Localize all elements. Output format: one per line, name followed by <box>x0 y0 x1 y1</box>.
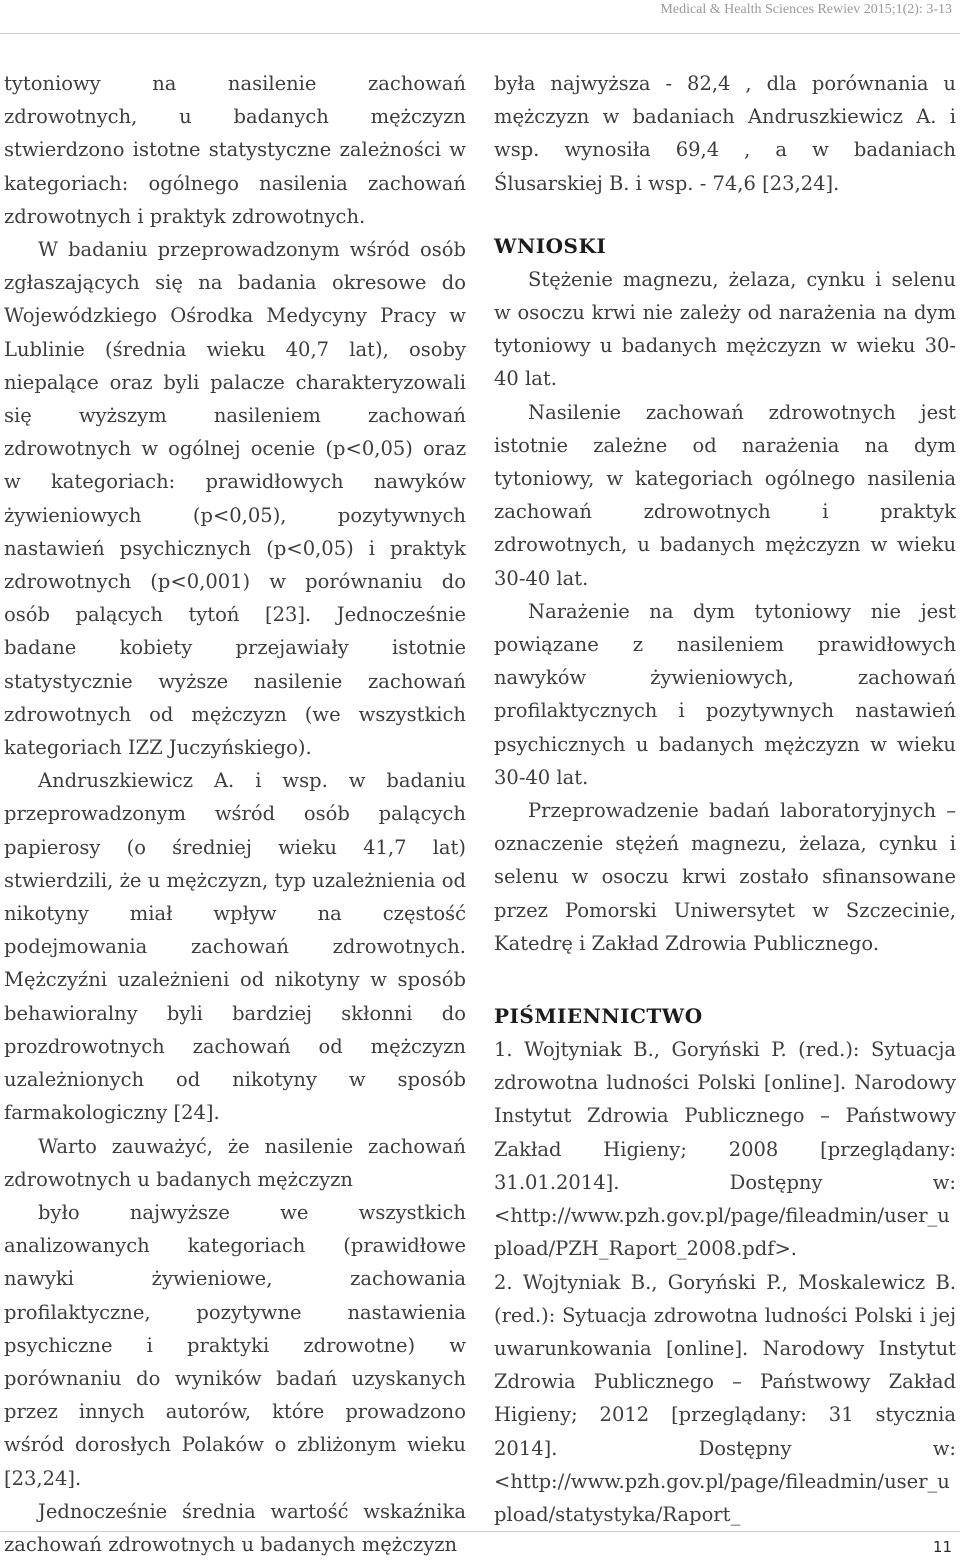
conclusion-paragraph: Stężenie magnezu, żelaza, cynku i selenu w osoczu krwi nie zależy od narażenia na dym tytoniowy u badanych mężczyzn w wieku 30-40 lat. <box>494 267 956 391</box>
reference-item: 2. Wojtyniak B., Goryński P., Moskalewicz B. (red.): Sytuacja zdrowotna ludności Polski i jej uwarunkowania [online]. Narodowy Instytut Zdrowia Publicznego – Państwowy Zakład Higieny; 2012 [przeglądany: 31 stycznia 2014]. Dostępny w:<http://www.pzh.gov.pl/page/fileadmin/user_upload/statystyka/Raport_ <box>494 1270 956 1526</box>
reference-item: 1. Wojtyniak B., Goryński P. (red.): Sytuacja zdrowotna ludności Polski [online]. Narodowy Instytut Zdrowia Publicznego – Państwowy Zakład Higieny; 2008 [przeglądany: 31.01.2014]. Dostępny w: <http://www.pzh.gov.pl/page/fileadmin/user_upload/PZH_Raport_2008.pdf>. <box>494 1038 956 1261</box>
journal-header: Medical & Health Sciences Rewiev 2015;1(2): 3-13 <box>660 2 952 17</box>
header-divider <box>0 33 960 34</box>
paragraph: tytoniowy na nasilenie zachowań zdrowotnych, u badanych mężczyzn stwierdzono istotne statystyczne zależności w kategoriach: ogólnego nasilenia zachowań zdrowotnych i praktyk zdrowotnych. <box>4 72 466 228</box>
conclusion-paragraph: Narażenie na dym tytoniowy nie jest powiązane z nasileniem prawidłowych nawyków żywieniowych, zachowań profilaktycznych i pozytywnych nastawień psychicznych u badanych mężczyzn w wieku 30-40 lat. <box>494 599 956 789</box>
funding-paragraph: Przeprowadzenie badań laboratoryjnych – oznaczenie stężeń magnezu, żelaza, cynku i selenu w osoczu krwi zostało sfinansowane przez Pomorski Uniwersytet w Szczecinie, Katedrę i Zakład Zdrowia Publicznego. <box>494 799 956 955</box>
page-number: 11 <box>932 1538 952 1556</box>
paragraph: Warto zauważyć, że nasilenie zachowań zdrowotnych u badanych mężczyzn <box>4 1134 466 1191</box>
paragraph: Jednocześnie średnia wartość wskaźnika zachowań zdrowotnych u badanych mężczyzn <box>4 1499 466 1556</box>
conclusion-paragraph: Nasilenie zachowań zdrowotnych jest istotnie zależne od narażenia na dym tytoniowy, w kategoriach ogólnego nasilenia zachowań zdrowotnych i praktyk zdrowotnych, u badanych mężczyzn w wieku 30-40 lat. <box>494 400 956 590</box>
right-column <box>494 67 956 1531</box>
section-heading-references: PIŚMIENNICTWO <box>494 1004 703 1029</box>
paragraph: była najwyższa - 82,4 , dla porównania u mężczyzn w badaniach Andruszkiewicz A. i wsp. wynosiła 69,4 , a w badaniach Ślusarskiej B. i wsp. - 74,6 [23,24]. <box>494 72 956 195</box>
paragraph: Andruszkiewicz A. i wsp. w badaniu przeprowadzonym wśród osób palących papierosy (o średniej wieku 41,7 lat) stwierdzili, że u mężczyzn, typ uzależnienia od nikotyny miał wpływ na częstość podejmowania zachowań zdrowotnych. Mężczyźni uzależnieni od nikotyny w sposób behawioralny byli bardziej skłonni do prozdrowotnych zachowań od mężczyzn uzależnionych od nikotyny w sposób farmakologiczny [24]. <box>4 769 466 1125</box>
paragraph: było najwyższe we wszystkich analizowanych kategoriach (prawidłowe nawyki żywieniowe, zachowania profilaktyczne, pozytywne nastawienia psychiczne i praktyki zdrowotne) w porównaniu do wyników badań uzyskanych przez innych autorów, które prowadzono wśród dorosłych Polaków o zbliżonym wieku [23,24]. <box>4 1200 466 1490</box>
footer-divider <box>0 1531 960 1532</box>
left-column <box>4 67 466 1561</box>
section-heading-wnioski: WNIOSKI <box>494 233 607 258</box>
paragraph: W badaniu przeprowadzonym wśród osób zgłaszających się na badania okresowe do Wojewódzkiego Ośrodka Medycyny Pracy w Lublinie (średnia wieku 40,7 lat), osoby niepalące oraz byli palacze charakteryzowali się wyższym nasileniem zachowań zdrowotnych w ogólnej ocenie (p<0,05) oraz w kategoriach: prawidłowych nawyków żywieniowych (p<0,05), pozytywnych nastawień psychicznych (p<0,05) i praktyk zdrowotnych (p<0,001) w porównaniu do osób palących tytoń [23]. Jednocześnie badane kobiety przejawiały istotnie statystycznie wyższe nasilenie zachowań zdrowotnych od mężczyzn (we wszystkich kategoriach IZZ Juczyńskiego). <box>4 238 466 760</box>
